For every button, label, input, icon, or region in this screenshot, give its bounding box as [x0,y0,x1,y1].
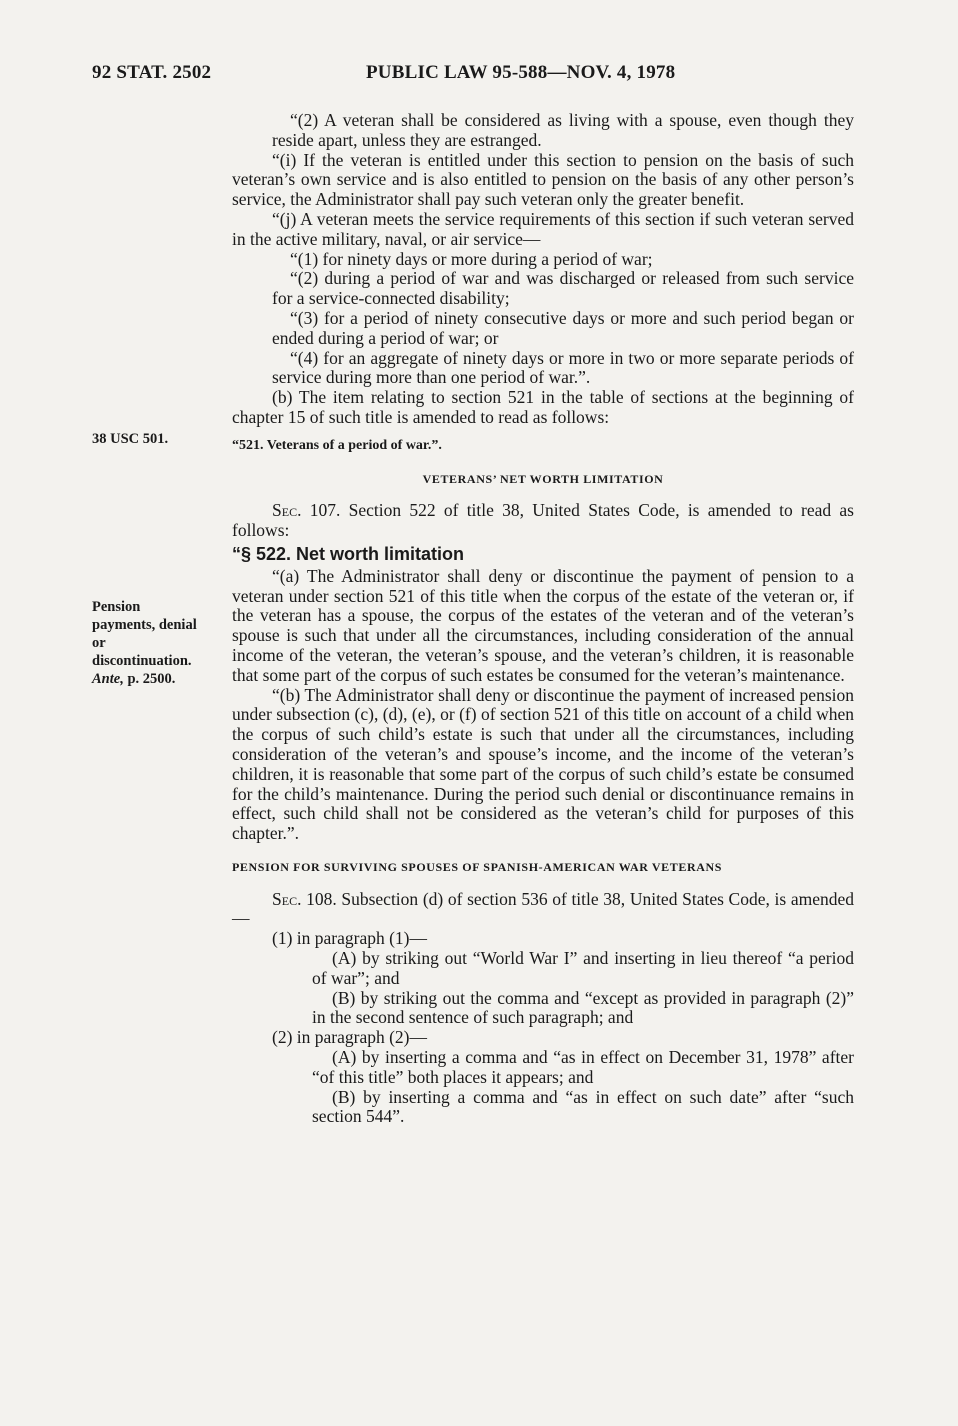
paragraph [232,890,854,930]
paragraph: (A) by striking out “World War I” and inserting in lieu thereof “a period of war”; and [312,948,854,988]
paragraph: (B) by inserting a comma and “as in effect on such date” after “such section 544”. [312,1086,854,1127]
paragraph: (2) in paragraph (2)— [272,1027,428,1048]
sec-label: Sec. [272,888,302,909]
margin-note-pension [92,598,217,688]
paragraph: “(a) The Administrator shall deny or discontinue the payment of pension to a veteran under section 521 of this title when the corpus of the estate of the veteran or, if the veteran has a spouse, the corpus of the estates of the veteran and of the veteran’s spouse is such that under all the circumstances, including consideration of the annual income of the veteran, the veteran’s spouse, and the veteran’s children, it is reasonable that some part of the corpus of such estates be consumed for the veteran’s maintenance. [232,565,854,685]
statute-page-number: 92 STAT. 2502 [92,62,212,83]
paragraph: “(1) for ninety days or more during a period of war; [290,248,653,269]
sec-label: Sec. [272,500,302,521]
paragraph: (b) The item relating to section 521 in the table of sections at the beginning of chapter 15 of such title is amended to read as follows: [232,387,854,427]
paragraph: “(i) If the veteran is entitled under this section to pension on the basis of such veteran’s own service and is also entitled to pension on the basis of any other person’s service, the Administrator shall pay such veteran only the greater benefit. [232,149,854,210]
paragraph: (1) in paragraph (1)— [272,928,428,949]
paragraph: “(b) The Administrator shall deny or discontinue the payment of increased pension under subsection (c), (d), (e), or (f) of section 521 of this title on account of a child when the corpus of such child’s estate is such that under all the circumstances, including consideration of the veteran’s and spouse’s income, and the income of the veteran’s children, it is reasonable that some part of the corpus of such child’s estate be consumed for the child’s maintenance. During the period such denial or discontinuance remains in effect, such child shall not be considered as the veteran’s child for purposes of this chapter.”. [232,684,854,844]
paragraph: “(4) for an aggregate of ninety days or more in two or more separate periods of service during more than one period of war.”. [272,347,854,388]
margin-note-line [92,670,217,688]
paragraph: “(3) for a period of ninety consecutive days or more and such period began or ended during a period of war; or [272,307,854,348]
section-heading: PENSION FOR SURVIVING SPOUSES OF SPANISH-AMERICAN WAR VETERANS [232,859,723,874]
margin-note-line: payments, denial [92,617,197,633]
section-heading: VETERANS’ NET WORTH LIMITATION [422,471,664,486]
paragraph [232,501,854,541]
section-522-heading: “§ 522. Net worth limitation [232,543,465,564]
margin-note-page: p. 2500. [123,671,176,687]
paragraph: “(2) during a period of war and was discharged or released from such service for a service-connected disability; [272,268,854,309]
table-item-quote: “521. Veterans of a period of war.”. [232,437,442,453]
margin-note-line: discontinuation. [92,653,192,669]
margin-note-line: Pension [92,599,141,615]
sec-text: 108. Subsection (d) of section 536 of title 38, United States Code, is amended— [232,888,854,929]
margin-note-ante: Ante, [92,671,124,687]
paragraph: (A) by inserting a comma and “as in effect on December 31, 1978” after “of this title” both places it appears; and [312,1047,854,1087]
margin-note-usc: 38 USC 501. [92,431,169,447]
paragraph: (B) by striking out the comma and “except as provided in paragraph (2)” in the second sentence of such paragraph; and [312,987,854,1028]
public-law-header: PUBLIC LAW 95-588—NOV. 4, 1978 [366,62,676,83]
paragraph: “(j) A veteran meets the service requirements of this section if such veteran served in the active military, naval, or air service— [232,208,854,249]
document-body [232,111,854,1127]
margin-note-line: or [92,635,106,651]
sec-text: 107. Section 522 of title 38, United States Code, is amended to read as follows: [232,500,854,541]
paragraph: “(2) A veteran shall be considered as living with a spouse, even though they reside apart, unless they are estranged. [272,110,854,150]
